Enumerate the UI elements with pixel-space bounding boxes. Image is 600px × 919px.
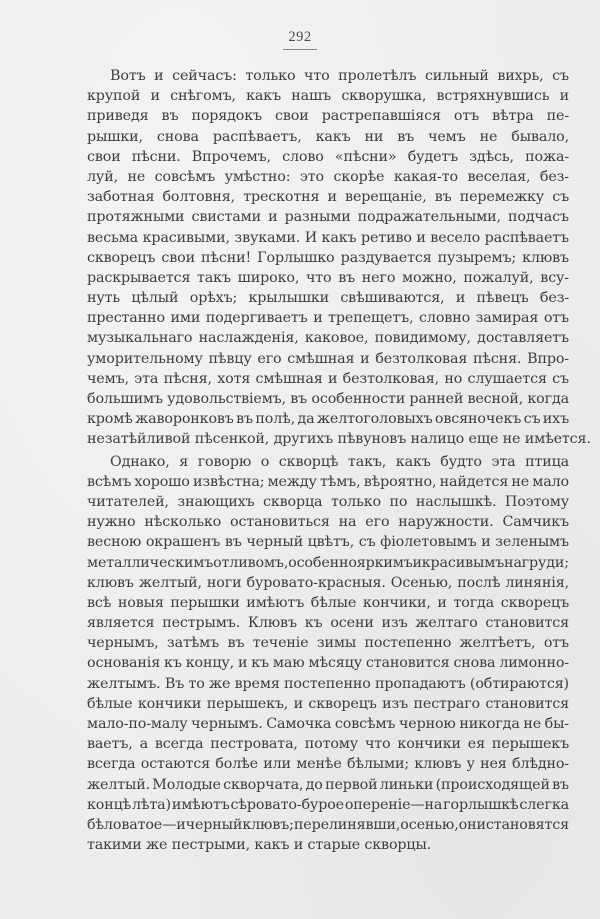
paragraph-1	[87, 66, 591, 450]
text-line: незатѣйливой пѣсенкой, другихъ пѣвуновъ налицо еще не имѣется.	[87, 431, 591, 448]
text-line: уморительному пѣвцу его смѣшная и безтолковая пѣсня. Впро-	[87, 350, 569, 367]
text-line: ваетъ, а всегда пестровата, потому что кончики ея перышекъ	[87, 736, 570, 753]
text-line: концѣ лѣта) имѣютъ сѣровато-бурое опереніе—на горлышкѣ слегка	[87, 796, 569, 813]
text-line: читателей, знающихъ скворца только по наслышкѣ. Поэтому	[87, 493, 569, 510]
paragraph-2	[87, 452, 569, 856]
text-line: раскрывается такъ широко, что въ него можно, пожалуй, всу-	[87, 269, 569, 286]
text-line: весною окрашенъ въ черный цвѣтъ, съ фіолетовымъ и зеленымъ	[87, 534, 569, 551]
text-line: скворецъ свои пѣсни! Горлышко раздувается пузыремъ; клювъ	[87, 249, 570, 266]
text-line: желтый. Молодые скворчата, до первой линьки (происходящей въ	[87, 776, 569, 793]
text-line: мало-по-малу чернымъ. Самочка совсѣмъ черною никогда не бы-	[87, 716, 569, 732]
text-line: свои пѣсни. Впрочемъ, слово «пѣсни» будетъ здѣсь, пожа-	[87, 148, 569, 165]
text-line: престанно ими подергиваетъ и трепещетъ, словно замирая отъ	[87, 310, 569, 327]
text-line: Однако, я говорю о скворцѣ такъ, какъ будто эта птица	[110, 453, 570, 470]
text-line: Вотъ и сейчасъ: только что пролетѣлъ сильный вихрь, съ	[110, 68, 569, 84]
text-line: нуть цѣлый орѣхъ; крылышки свѣшиваются, и пѣвецъ без-	[87, 290, 570, 307]
page-number: 292	[288, 29, 312, 45]
page-number-rule	[283, 49, 317, 50]
text-line: крупой и снѣгомъ, какъ нашъ скворушка, встряхнувшись и	[87, 88, 569, 105]
text-line: всѣ новыя перышки имѣютъ бѣлые кончики, и тогда скворецъ	[87, 594, 570, 611]
text-line: весьма красивыми, звуками. И какъ ретиво и весело распѣваетъ	[87, 229, 569, 246]
text-line: рышки, снова распѣваетъ, какъ ни въ чемъ не бывало,	[87, 128, 569, 145]
text-line: такими же пестрыми, какъ и старые скворцы.	[87, 837, 432, 854]
text-line: музыкальнаго наслажденія, каковое, повидимому, доставляетъ	[87, 330, 569, 347]
text-line: заботная болтовня, трескотня и верещаніе, въ перемежку съ	[87, 189, 570, 206]
text-line: бѣлые кончики перышекъ, и скворецъ изъ пестраго становится	[87, 695, 569, 712]
text-line: луй, не совсѣмъ умѣстно: это скорѣе какая-то веселая, без-	[87, 168, 569, 185]
text-line: всѣмъ хорошо извѣстна; между тѣмъ, вѣроятно, найдется не мало	[87, 473, 569, 490]
text-line: нужно нѣсколько остановиться на его наружности. Самчикъ	[87, 514, 570, 531]
text-line: большимъ удовольствіемъ, въ особенности ранней весной, когда	[87, 391, 570, 407]
text-line: клювъ желтый, ноги буровато-красныя. Осенью, послѣ линянія,	[87, 574, 569, 591]
text-line: кромѣ жаворонковъ въ полѣ, да желтоголовыхъ овсяночекъ съ ихъ	[87, 411, 570, 428]
text-line: металлическимъ отливомъ, особенно яркимъ и красивымъ на груди;	[87, 554, 569, 571]
text-line: чемъ, эта пѣсня, хотя смѣшная и безтолковая, но слушается съ	[87, 370, 569, 387]
text-line: желтымъ. Въ то же время постепенно пропадаютъ (обтираются)	[87, 675, 569, 692]
text-line: протяжными свистами и разными подражательными, подчасъ	[87, 209, 569, 226]
text-line: чернымъ, затѣмъ въ теченіе зимы постепенно желтѣетъ, отъ	[87, 635, 569, 652]
text-line: является пестрымъ. Клювъ къ осени изъ желтаго становится	[87, 615, 569, 632]
text-line: приведя въ порядокъ свои растрепавшіяся отъ вѣтра пе-	[87, 108, 570, 125]
body-text	[87, 66, 591, 855]
text-line: основанія къ концу, и къ маю мѣсяцу становится снова лимонно-	[87, 655, 569, 672]
text-line: всегда остаются болѣе или менѣе бѣлыми; клювъ у нея блѣдно-	[87, 756, 569, 773]
text-line: бѣловатое—и черный клювъ; перелинявши, осенью, они становятся	[87, 816, 569, 833]
